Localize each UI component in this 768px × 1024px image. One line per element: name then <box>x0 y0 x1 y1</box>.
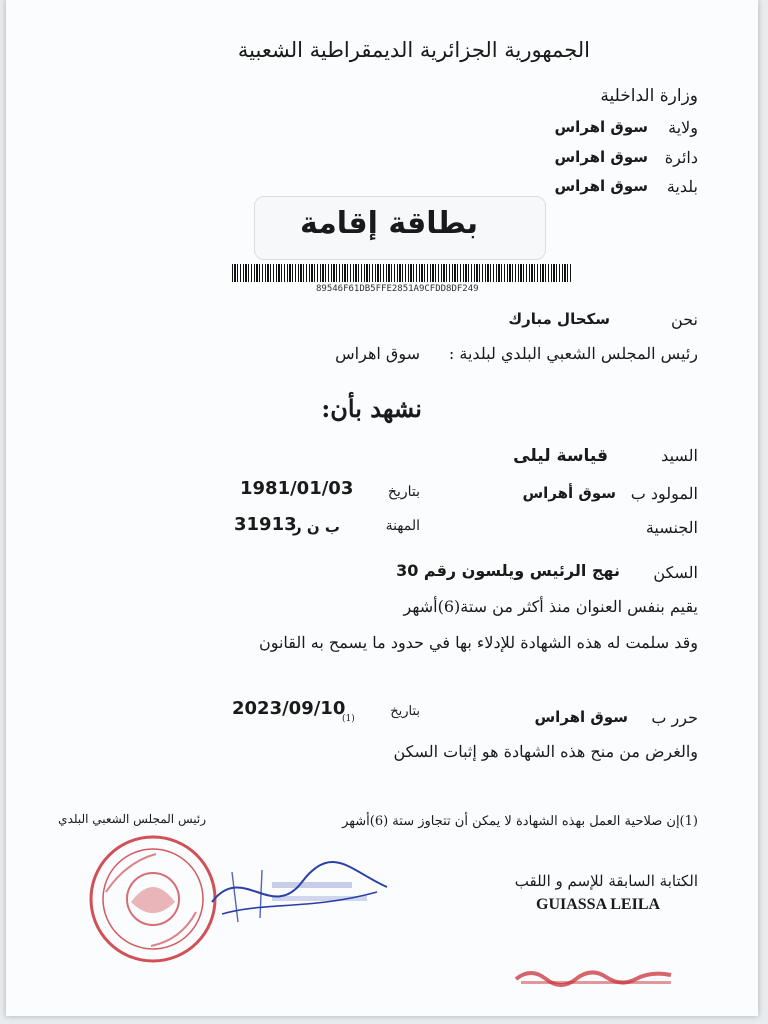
residence-label: السكن <box>653 563 698 582</box>
wilaya-label: ولاية <box>668 118 698 137</box>
barcode <box>232 264 572 282</box>
profession: ب ن ر <box>293 518 340 536</box>
document-title: بطاقة إقامة <box>300 206 478 241</box>
wilaya-value: سوق اهراس <box>554 118 648 136</box>
printer-mark <box>511 963 691 989</box>
ministry-line: وزارة الداخلية <box>600 86 698 106</box>
birthplace: سوق أهراس <box>522 484 616 502</box>
issuance-date: 2023/09/10 <box>232 698 346 719</box>
made-in-label: حرر ب <box>651 708 698 727</box>
issuance-place: سوق اهراس <box>534 708 628 726</box>
republic-heading: الجمهورية الجزائرية الديمقراطية الشعبية <box>237 38 590 62</box>
profession-label: المهنة <box>385 518 420 534</box>
issuer-name: سكحال مبارك <box>508 310 610 328</box>
delivery-statement: وقد سلمت له هذه الشهادة للإدلاء بها في حدود ما يسمح به القانون <box>258 633 698 652</box>
person-name: قياسة ليلى <box>513 446 608 466</box>
purpose-statement: والغرض من منح هذه الشهادة هو إثبات السكن <box>393 742 698 761</box>
address: نهج الرئيس ويلسون رقم 30 <box>396 561 620 580</box>
signatory-title: رئيس المجلس الشعبي البلدي <box>58 812 206 826</box>
latin-name-label: الكتابة السابقة للإسم و اللقب <box>514 872 698 890</box>
birth-date: 1981/01/03 <box>240 478 354 499</box>
commune-value: سوق اهراس <box>554 177 648 195</box>
barcode-code: 89546F61DB5FFE2851A9CFDD8DF249 <box>316 284 479 294</box>
latin-name: GUIASSA LEILA <box>536 896 661 913</box>
note-marker: (1) <box>342 714 355 724</box>
issuer-commune: سوق اهراس <box>335 344 420 363</box>
certificate-page <box>6 0 758 1016</box>
born-label: المولود ب <box>630 484 698 503</box>
we-label: نحن <box>671 310 698 329</box>
mr-label: السيد <box>661 446 698 465</box>
commune-label: بلدية <box>666 177 698 196</box>
attest-heading: نشهد بأن: <box>321 394 422 423</box>
validity-note: (1)إن صلاحية العمل بهذه الشهادة لا يمكن أن تتجاوز ستة (6)أشهر <box>342 814 698 829</box>
daira-label: دائرة <box>664 148 698 167</box>
handwritten-signature <box>202 852 392 932</box>
birth-date-label: بتاريخ <box>387 484 420 500</box>
residence-duration-statement: يقيم بنفس العنوان منذ أكثر من ستة(6)أشهر <box>403 597 698 616</box>
official-seal-stamp <box>86 832 220 966</box>
issuer-role: رئيس المجلس الشعبي البلدي لبلدية : <box>448 344 698 363</box>
profession-number: 31913 <box>234 514 297 535</box>
daira-value: سوق اهراس <box>554 148 648 166</box>
nationality-label: الجنسية <box>645 518 698 537</box>
issuance-date-label: بتاريخ <box>390 704 420 719</box>
